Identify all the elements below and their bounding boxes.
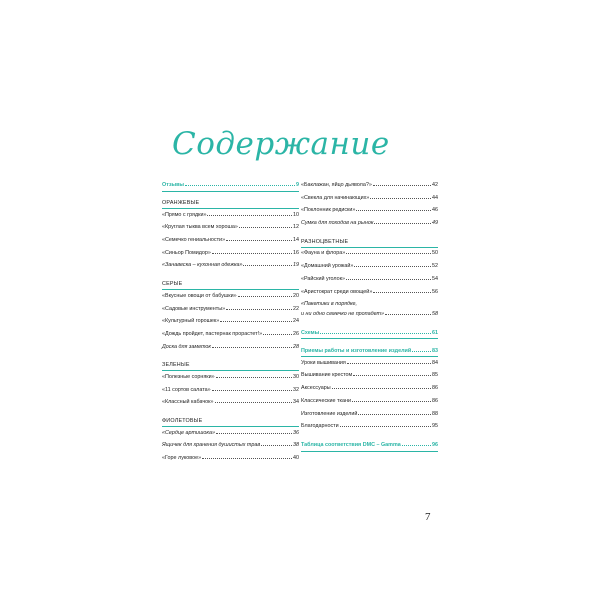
section-rule	[162, 289, 299, 290]
toc-label: «11 сортов салата»	[162, 386, 211, 393]
toc-page: 52	[432, 263, 438, 270]
section-heading-purple: ФИОЛЕТОВЫЕ	[162, 418, 203, 425]
toc-label: Отзывы	[162, 182, 185, 188]
toc-page: 19	[293, 262, 299, 269]
leader-dots	[261, 445, 292, 446]
section-heading-orange: ОРАНЖЕВЫЕ	[162, 200, 200, 207]
leader-dots	[402, 445, 431, 446]
leader-dots	[215, 402, 292, 403]
section-rule	[301, 451, 438, 452]
toc-label: Изготовление изделий	[301, 410, 358, 417]
toc-page: 36	[293, 429, 299, 436]
section-heading-green: ЗЕЛЕНЫЕ	[162, 362, 190, 369]
leader-dots	[354, 266, 431, 267]
section-heading-multicolor: РАЗНОЦВЕТНЫЕ	[301, 238, 349, 245]
toc-page: 40	[293, 455, 299, 462]
leader-dots	[370, 198, 431, 199]
toc-page: 96	[432, 442, 438, 449]
leader-dots	[346, 279, 431, 280]
toc-page: 38	[293, 442, 299, 449]
leader-dots	[332, 388, 431, 389]
leader-dots	[352, 401, 431, 402]
toc-label: «Баклажан, яйцо дьявола?»	[301, 182, 372, 188]
toc-page: 46	[432, 207, 438, 214]
leader-dots	[185, 185, 295, 186]
toc-page: 26	[293, 330, 299, 337]
toc-page: 12	[293, 224, 299, 231]
section-rule	[162, 370, 299, 371]
toc-entry-schemes[interactable]	[301, 330, 438, 337]
toc-page: 58	[432, 310, 438, 317]
toc-label: Аксессуары	[301, 385, 331, 392]
toc-label: Уроки вышивания	[301, 359, 346, 366]
toc-page: 50	[432, 250, 438, 257]
leader-dots	[207, 215, 292, 216]
toc-page: 10	[293, 211, 299, 218]
toc-page: 34	[293, 399, 299, 406]
leader-dots	[212, 253, 292, 254]
toc-page: 16	[293, 249, 299, 256]
toc-label: «Занавеска – кухонная одежка»	[162, 262, 243, 269]
toc-label: Благодарности	[301, 423, 339, 430]
toc-label: «Садовые инструменты»	[162, 305, 226, 312]
toc-label: Сумка для походов на рынок	[301, 220, 374, 227]
toc-page: 9	[296, 182, 299, 188]
toc-label: и ни одно семечко не пропадет»	[301, 310, 385, 317]
toc-label: «Свекла для начинающих»	[301, 194, 370, 201]
toc-page: 86	[432, 397, 438, 404]
section-rule	[162, 191, 299, 192]
toc-page: 20	[293, 292, 299, 299]
section-rule	[301, 247, 438, 248]
leader-dots	[340, 426, 431, 427]
toc-page: 42	[432, 182, 438, 188]
toc-page: 54	[432, 275, 438, 282]
leader-dots	[320, 333, 431, 334]
toc-page: 84	[432, 359, 438, 366]
toc-page: 30	[293, 373, 299, 380]
toc-page: 85	[432, 372, 438, 379]
toc-label: «Вкусные овощи от бабушки»	[162, 292, 237, 299]
toc-label: «Классный кабачок»	[162, 399, 214, 406]
toc-label: Таблица соответствия DMC – Gamma	[301, 442, 401, 449]
toc-entry-reviews[interactable]	[162, 182, 299, 189]
toc-page: 61	[432, 329, 438, 336]
toc-label: Вышивание крестом	[301, 372, 353, 379]
page-number: 7	[425, 511, 431, 523]
toc-label: «Сердце артишока»	[162, 429, 215, 436]
toc-label: «Фауна и флора»	[301, 250, 346, 257]
toc-page: 95	[432, 423, 438, 430]
leader-dots	[412, 351, 431, 352]
toc-label: Приемы работы и изготовление изделий	[301, 347, 412, 354]
toc-page: 86	[432, 385, 438, 392]
leader-dots	[385, 314, 431, 315]
toc-right-column	[301, 182, 438, 454]
leader-dots	[374, 223, 431, 224]
toc-page: 28	[293, 343, 299, 350]
toc-label: Доска для заметок	[162, 343, 211, 350]
leader-dots	[212, 390, 292, 391]
leader-dots	[373, 185, 431, 186]
leader-dots	[226, 240, 292, 241]
toc-page: 22	[293, 305, 299, 312]
toc-page: 14	[293, 237, 299, 244]
leader-dots	[212, 347, 292, 348]
section-rule	[162, 208, 299, 209]
section-rule	[301, 338, 438, 339]
toc-label: «Синьор Помидор»	[162, 249, 211, 256]
leader-dots	[356, 210, 431, 211]
leader-dots	[216, 433, 292, 434]
toc-label: «Полезные сорняки»	[162, 373, 215, 380]
leader-dots	[353, 375, 431, 376]
toc-page: 83	[432, 347, 438, 354]
section-heading-gray: СЕРЫЕ	[162, 281, 183, 288]
toc-page: 32	[293, 386, 299, 393]
page-title: Содержание	[172, 126, 390, 162]
section-rule	[162, 426, 299, 427]
toc-label: «Аристократ среди овощей»	[301, 288, 373, 295]
leader-dots	[239, 227, 292, 228]
toc-left-column	[162, 182, 299, 462]
leader-dots	[243, 265, 292, 266]
toc-label: «Поклонник редиски»	[301, 207, 356, 214]
leader-dots	[358, 414, 431, 415]
toc-label: «Райский уголок»	[301, 275, 345, 282]
toc-label: Классические ткани	[301, 397, 351, 404]
leader-dots	[238, 296, 292, 297]
leader-dots	[220, 321, 292, 322]
toc-label: Схемы	[301, 329, 320, 336]
toc-page: 88	[432, 410, 438, 417]
toc-page: 24	[293, 318, 299, 325]
toc-label: «Прямо с грядки»	[162, 211, 207, 218]
toc-page: 44	[432, 194, 438, 201]
toc-label: «Дождь пройдет, пастернак прорастет!»	[162, 330, 263, 337]
toc-page: 49	[432, 220, 438, 227]
leader-dots	[226, 309, 292, 310]
toc-label: «Горе луковое»	[162, 455, 202, 462]
leader-dots	[373, 292, 431, 293]
toc-entry-techniques[interactable]	[301, 348, 438, 355]
toc-label: «Пакетики в порядке,	[301, 301, 358, 308]
toc-label: «Домашний урожай»	[301, 263, 354, 270]
toc-label: Ящичек для хранения душистых трав	[162, 442, 261, 449]
toc-label: «Семечко гениальности»	[162, 237, 226, 244]
leader-dots	[347, 363, 431, 364]
leader-dots	[202, 458, 292, 459]
toc-entry[interactable]	[162, 455, 299, 462]
toc-label: «Круглая тыква всем хороша»	[162, 224, 238, 231]
leader-dots	[346, 253, 431, 254]
toc-page: 56	[432, 288, 438, 295]
toc-entry-dmc-table[interactable]	[301, 442, 438, 449]
toc-label: «Культурный горошек»	[162, 318, 220, 325]
section-rule	[301, 356, 438, 357]
leader-dots	[216, 377, 292, 378]
leader-dots	[263, 334, 292, 335]
